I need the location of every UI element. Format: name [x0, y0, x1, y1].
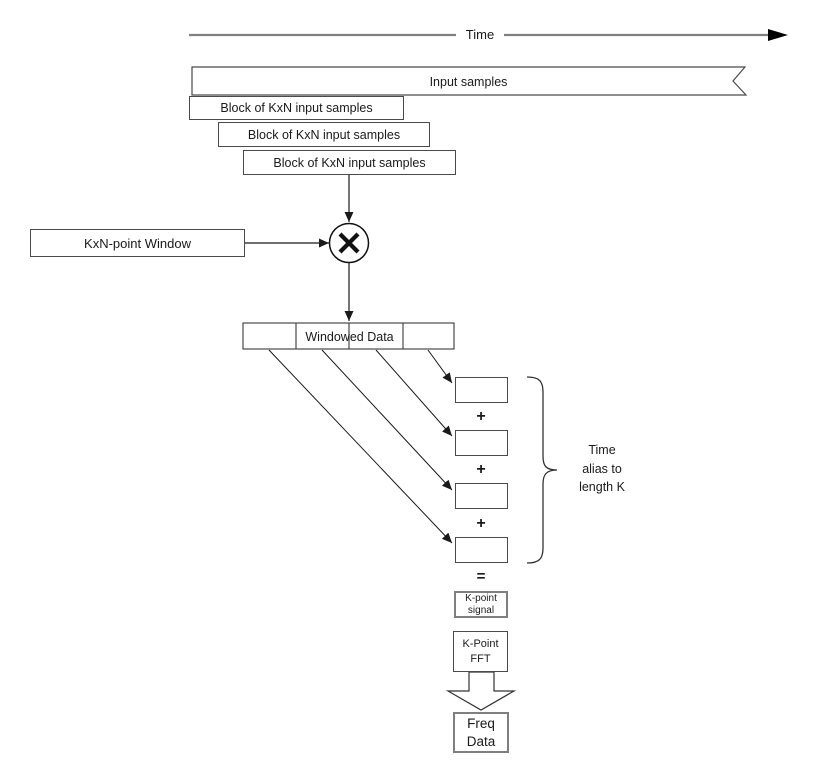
freq-data-box	[453, 712, 509, 753]
alias-note-line-3: length K	[579, 480, 625, 494]
alias-arrow-4	[428, 350, 452, 383]
windowed-data-label: Windowed Data	[305, 329, 394, 344]
k-point-signal-line-2: signal	[467, 604, 495, 616]
freq-data-line-2: Data	[466, 733, 496, 749]
block-label-3: Block of KxN input samples	[273, 155, 426, 170]
k-point-signal-line-1: K-point	[465, 592, 497, 604]
alias-note-line-1: Time	[588, 443, 616, 457]
alias-arrow-2	[322, 350, 452, 490]
plus-sign-3: +	[476, 515, 486, 532]
alias-sum-box-2	[455, 430, 508, 456]
equals-sign: =	[476, 567, 486, 585]
window-box	[30, 229, 245, 257]
window-label: KxN-point Window	[84, 235, 191, 251]
k-point-signal-box	[454, 591, 508, 618]
alias-note-line-2: alias to	[582, 461, 622, 476]
time-axis-label: Time	[456, 25, 504, 44]
alias-arrow-1	[269, 350, 452, 543]
block-box-1	[189, 96, 404, 120]
block-label-2: Block of KxN input samples	[247, 127, 401, 142]
alias-arrow-3	[376, 350, 452, 436]
k-point-fft-box	[453, 631, 508, 672]
block-arrow-fft-to-freq	[448, 672, 514, 710]
alias-sum-box-4	[455, 537, 508, 563]
k-point-fft-line-2: FFT	[470, 652, 491, 665]
plus-sign-2: +	[476, 461, 486, 478]
k-point-fft-line-1: K-Point	[462, 637, 499, 650]
plus-sign-1: +	[476, 408, 486, 425]
alias-sum-box-1	[455, 377, 508, 403]
freq-data-line-1: Freq	[467, 715, 495, 731]
alias-sum-box-3	[455, 483, 508, 509]
block-box-2	[218, 122, 430, 147]
multiply-icon	[330, 224, 369, 263]
block-box-3	[243, 150, 456, 175]
alias-note	[543, 441, 661, 497]
input-samples-label: Input samples	[429, 74, 508, 89]
block-label-1: Block of KxN input samples	[220, 101, 373, 115]
